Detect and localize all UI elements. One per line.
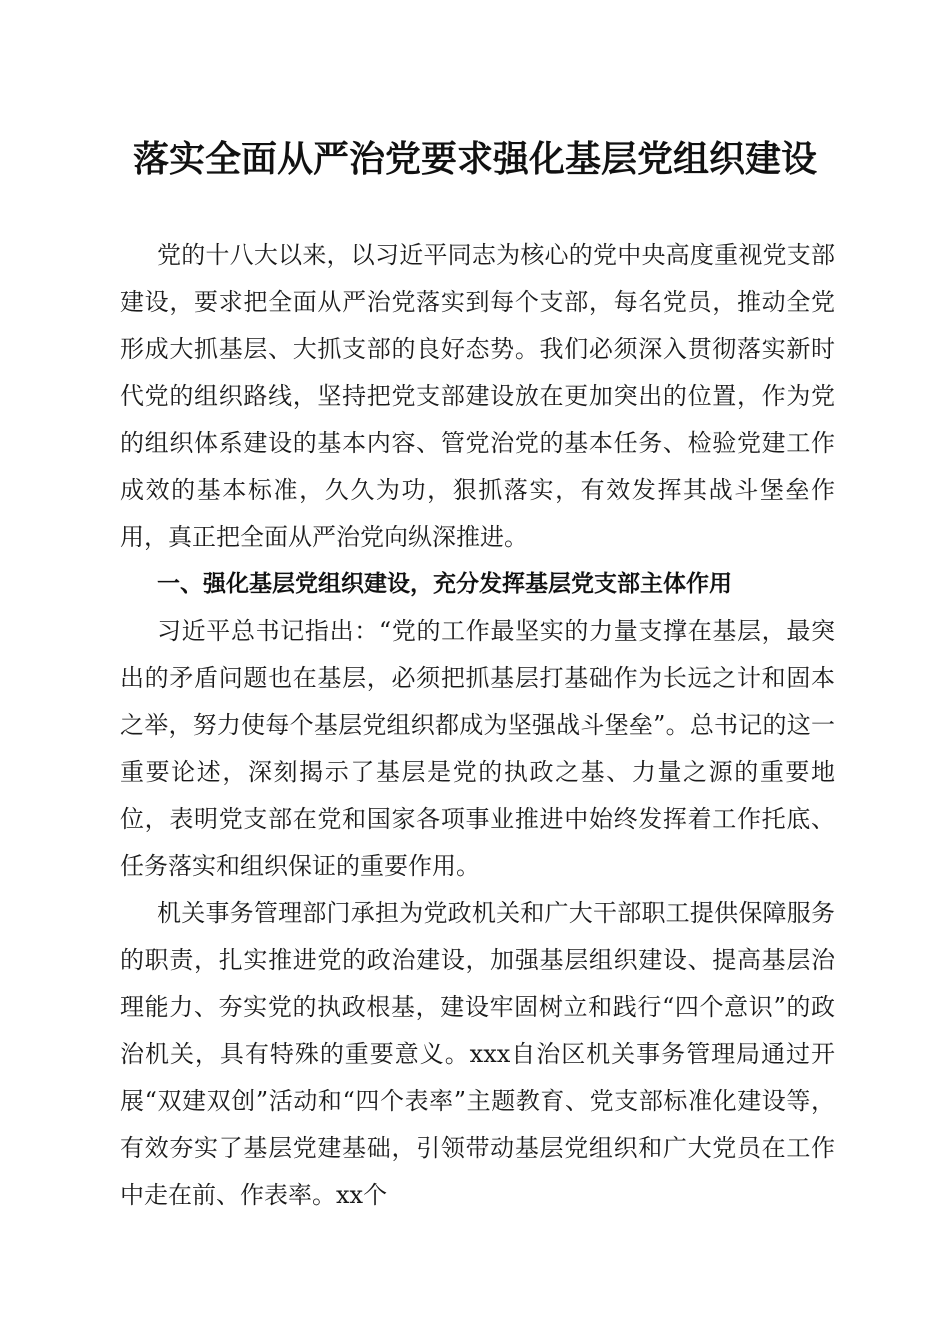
document-title: 落实全面从严治党要求强化基层党组织建设 [132, 138, 817, 180]
paragraph-intro: 党的十八大以来，以习近平同志为核心的党中央高度重视党支部建设，要求把全面从严治党落实到每个支部，每名党员，推动全党形成大抓基层、大抓支部的良好态势。我们必须深入贯彻落实新时代党的组织路线，坚持把党支部建设放在更加突出的位置，作为党的组织体系建设的基本内容、管党治党的基本任务、检验党建工作成效的基本标准，久久为功，狠抓落实，有效发挥其战斗堡垒作用，真正把全面从严治党向纵深推进。 [120, 241, 835, 551]
paragraph-agency: 机关事务管理部门承担为党政机关和广大干部职工提供保障服务的职责，扎实推进党的政治建设，加强基层组织建设、提高基层治理能力、夯实党的执政根基，建设牢固树立和践行“四个意识”的政治机关，具有特殊的重要意义。xxx自治区机关事务管理局通过开展“双建双创”活动和“四个表率”主题教育、党支部标准化建设等，有效夯实了基层党建基础，引领带动基层党组织和广大党员在工作中走在前、作表率。xx个 [120, 899, 835, 1209]
paragraph-quote: 习近平总书记指出：“党的工作最坚实的力量支撑在基层，最突出的矛盾问题也在基层，必须把抓基层打基础作为长远之计和固本之举，努力使每个基层党组织都成为坚强战斗堡垒”。总书记的这一重要论述，深刻揭示了基层是党的执政之基、力量之源的重要地位，表明党支部在党和国家各项事业推进中始终发挥着工作托底、任务落实和组织保证的重要作用。 [120, 617, 835, 880]
section-heading-1: 一、强化基层党组织建设，充分发挥基层党支部主体作用 [157, 571, 732, 597]
document-body [120, 232, 835, 1219]
